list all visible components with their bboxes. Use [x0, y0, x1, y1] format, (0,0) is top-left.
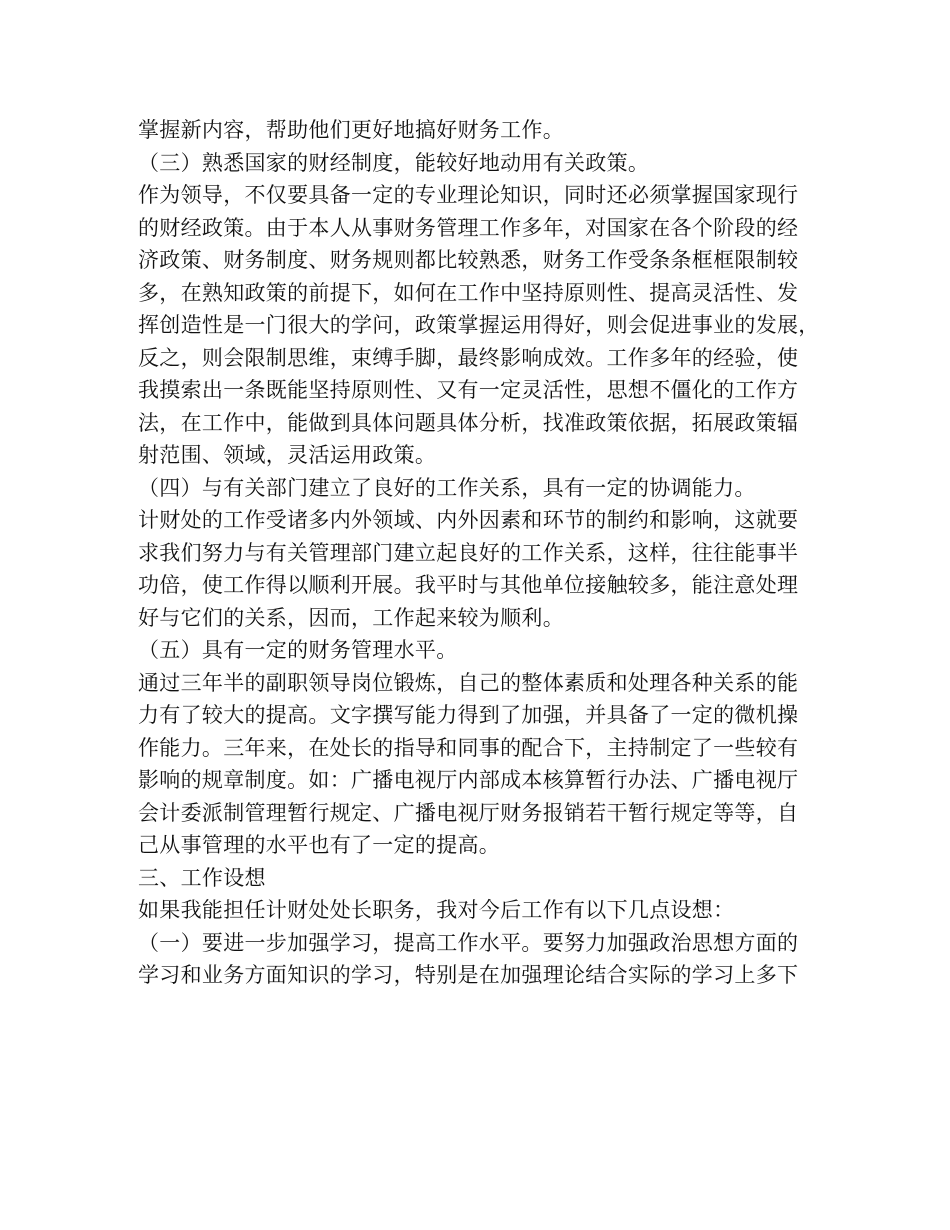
- text-line: 的财经政策。由于本人从事财务管理工作多年，对国家在各个阶段的经: [138, 215, 799, 240]
- text-line: 射范围、领域，灵活运用政策。: [138, 443, 437, 467]
- text-line: 己从事管理的水平也有了一定的提高。: [138, 833, 501, 857]
- text-line: 如果我能担任计财处处长职务，我对今后工作有以下几点设想：: [138, 898, 735, 922]
- text-line: 作能力。三年来，在处长的指导和同事的配合下，主持制定了一些较有: [138, 735, 799, 760]
- section-heading-1: （一）要进一步加强学习，提高工作水平。要努力加强政治思想方面的: [138, 930, 799, 955]
- text-line: 济政策、财务制度、财务规则都比较熟悉，财务工作受条条框框限制较: [138, 248, 799, 272]
- text-line: 力有了较大的提高。文字撰写能力得到了加强，并具备了一定的微机操: [138, 703, 799, 727]
- text-line: 挥创造性是一门很大的学问，政策掌握运用得好，则会促进事业的发展，: [138, 313, 820, 337]
- text-line: 通过三年半的副职领导岗位锻炼，自己的整体素质和处理各种关系的能: [138, 670, 799, 695]
- text-line: 掌握新内容，帮助他们更好地搞好财务工作。: [138, 118, 564, 142]
- section-heading-4: （四）与有关部门建立了良好的工作关系，具有一定的协调能力。: [138, 475, 756, 500]
- text-line: 多，在熟知政策的前提下，如何在工作中坚持原则性、提高灵活性、发: [138, 280, 799, 305]
- text-line: 求我们努力与有关管理部门建立起良好的工作关系，这样，往往能事半: [138, 540, 799, 565]
- text-line: 我摸索出一条既能坚持原则性、又有一定灵活性，思想不僵化的工作方: [138, 378, 799, 402]
- chapter-heading: 三、工作设想: [138, 865, 266, 890]
- text-line: 学习和业务方面知识的学习，特别是在加强理论结合实际的学习上多下: [138, 963, 799, 987]
- section-heading-5: （五）具有一定的财务管理水平。: [138, 638, 458, 662]
- text-line: 法，在工作中，能做到具体问题具体分析，找准政策依据，拓展政策辐: [138, 410, 799, 435]
- text-line: 会计委派制管理暂行规定、广播电视厅财务报销若干暂行规定等等，自: [138, 800, 799, 825]
- text-line: 计财处的工作受诸多内外领域、内外因素和环节的制约和影响，这就要: [138, 508, 799, 532]
- text-line: 作为领导，不仅要具备一定的专业理论知识，同时还必须掌握国家现行: [138, 183, 799, 207]
- document-body: [138, 114, 826, 992]
- text-line: 功倍，使工作得以顺利开展。我平时与其他单位接触较多，能注意处理: [138, 573, 799, 597]
- text-line: 影响的规章制度。如：广播电视厅内部成本核算暂行办法、广播电视厅: [138, 768, 799, 792]
- text-line: 反之，则会限制思维，束缚手脚，最终影响成效。工作多年的经验，使: [138, 345, 799, 370]
- section-heading-3: （三）熟悉国家的财经制度，能较好地动用有关政策。: [138, 150, 650, 175]
- text-line: 好与它们的关系，因而，工作起来较为顺利。: [138, 605, 564, 630]
